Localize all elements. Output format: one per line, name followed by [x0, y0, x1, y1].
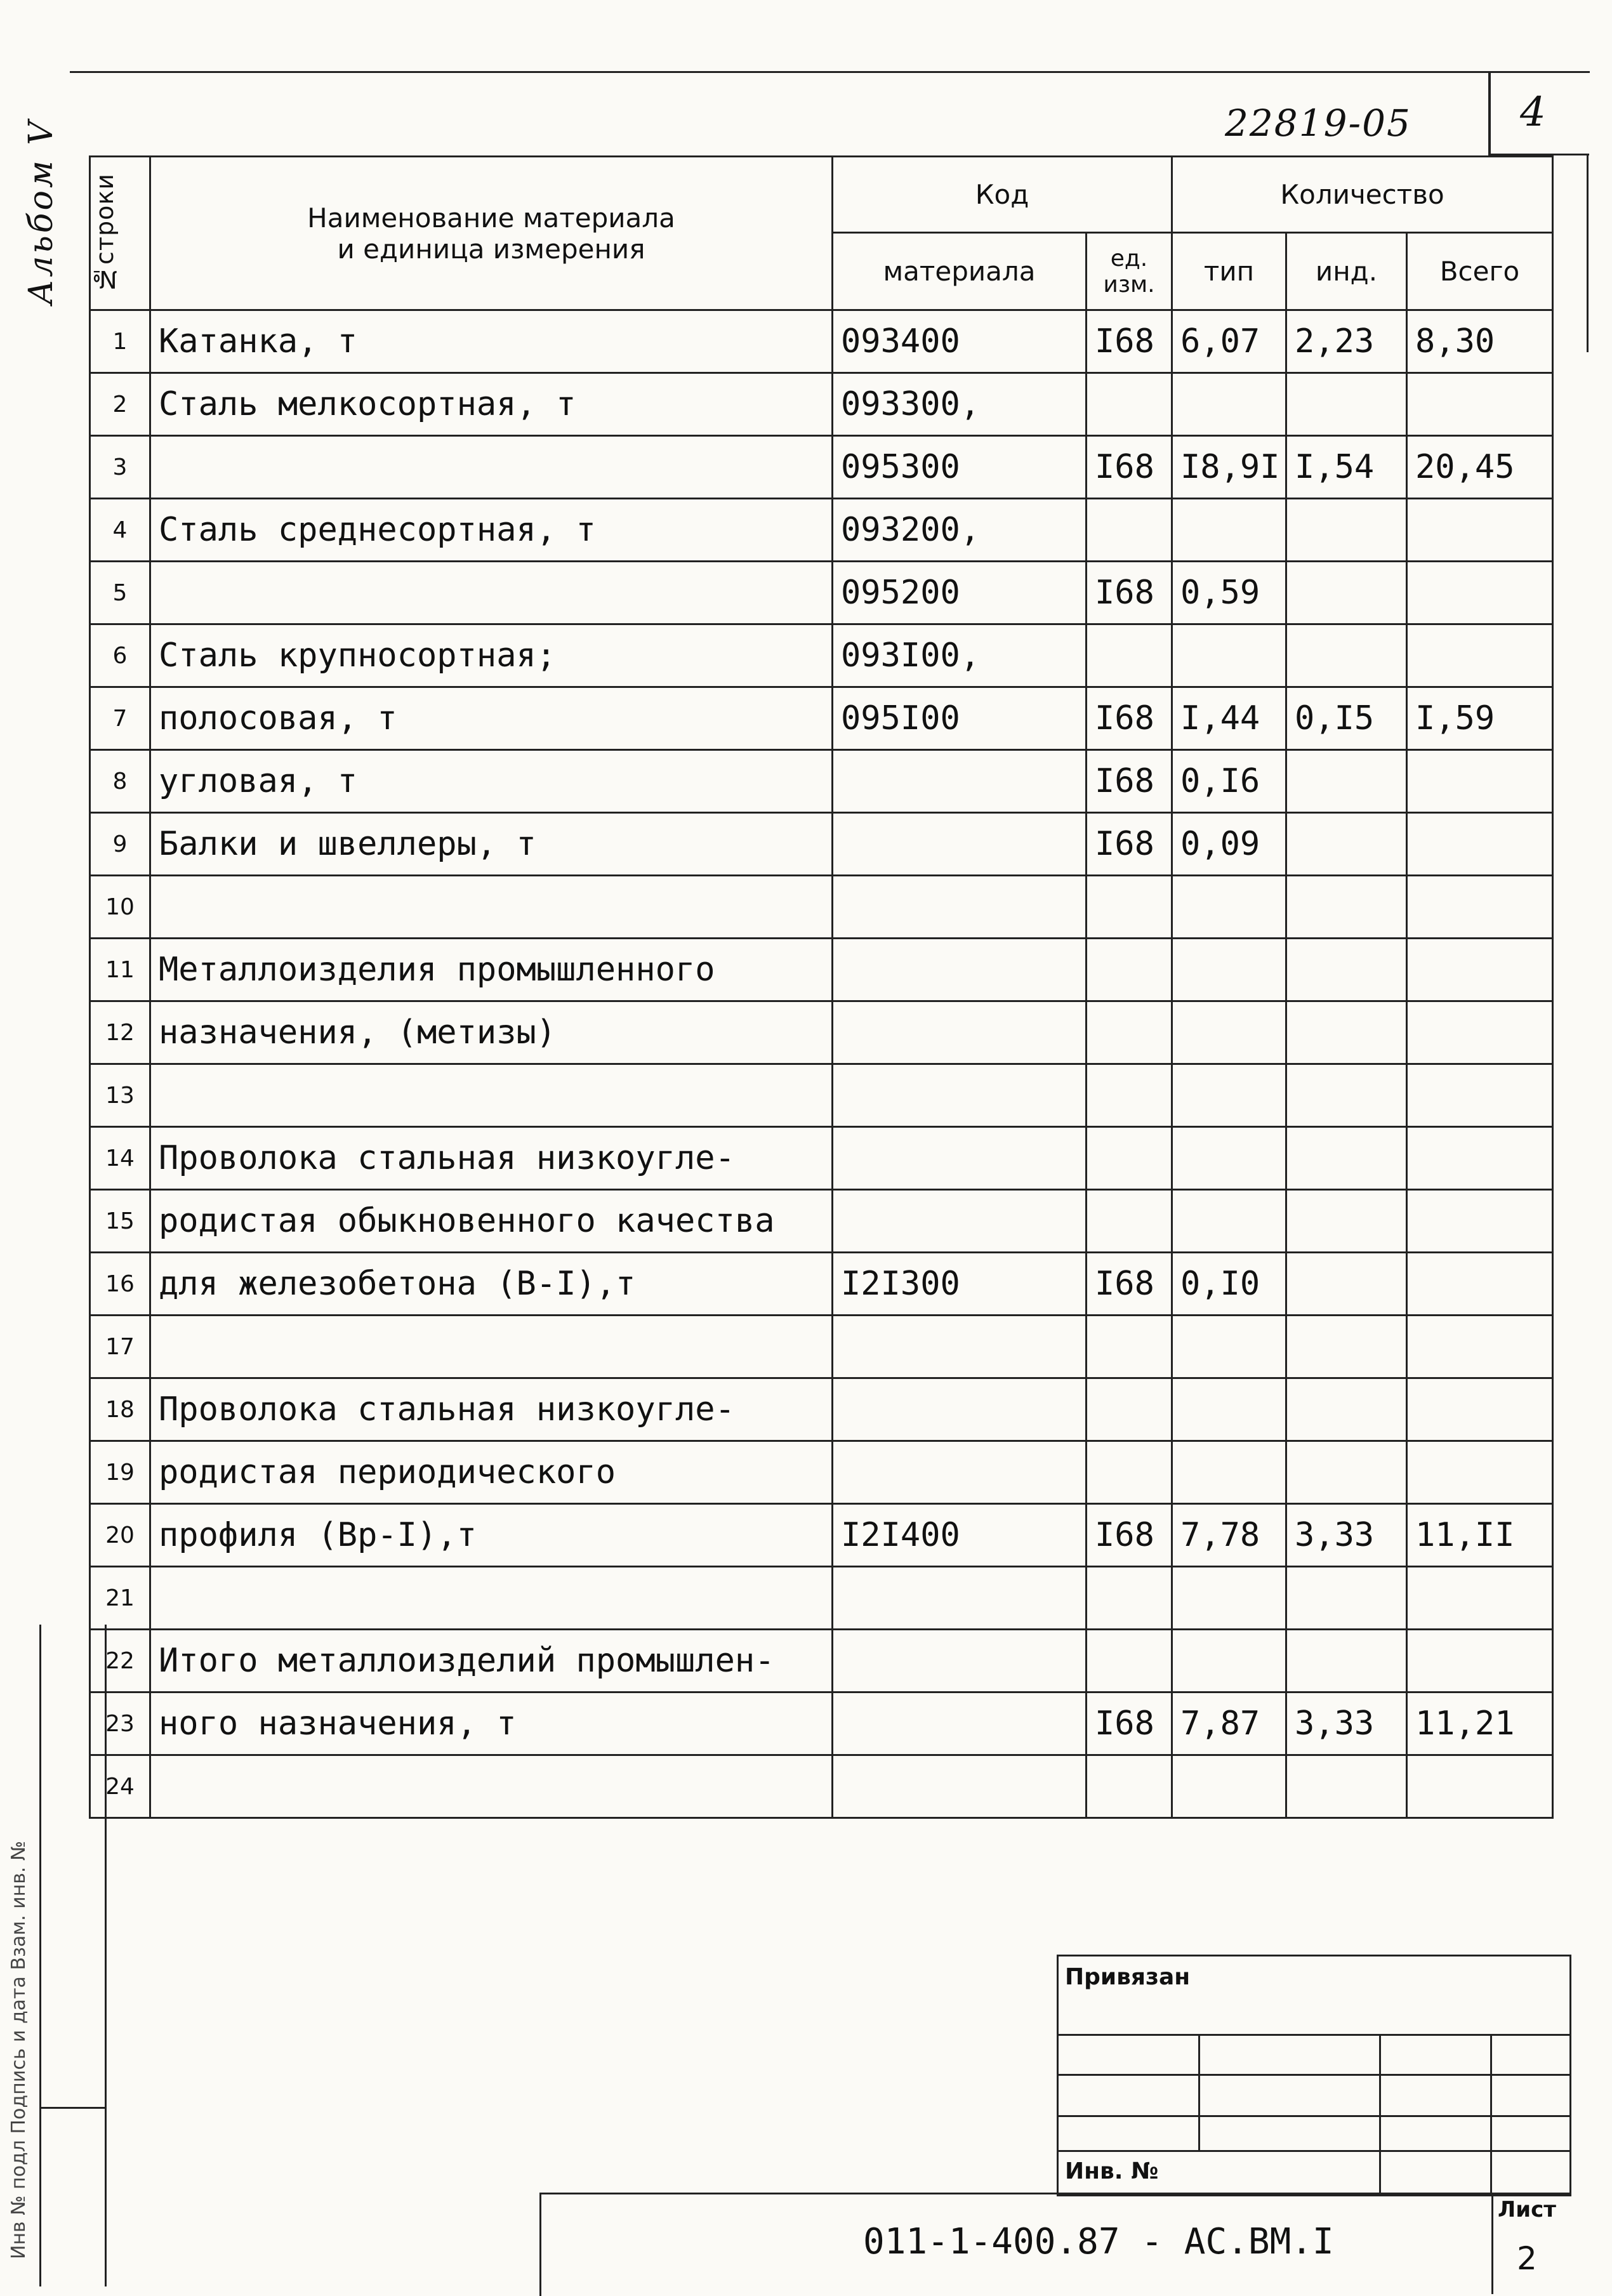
material-name — [150, 436, 833, 499]
table-row — [90, 1064, 1553, 1127]
binding-stamp — [1057, 1955, 1571, 2196]
table-row — [90, 1441, 1553, 1504]
qty-total — [1407, 939, 1553, 1001]
material-code — [833, 1692, 1087, 1755]
materials-table — [89, 155, 1554, 1819]
qty-total — [1407, 1064, 1553, 1127]
qty-type — [1172, 624, 1286, 687]
qty-type — [1172, 373, 1286, 436]
unit-code — [1087, 1064, 1172, 1127]
unit-code — [1087, 1316, 1172, 1378]
row-number: 16 — [90, 1253, 150, 1316]
table-row — [90, 1755, 1553, 1818]
header-rownum: №строки — [90, 157, 150, 310]
unit-code: I68 — [1087, 750, 1172, 813]
qty-type: I8,9I — [1172, 436, 1286, 499]
left-binding-label: Инв № подл Подпись и дата Взам. инв. № — [8, 1840, 30, 2259]
unit-code — [1087, 1378, 1172, 1441]
inventory-label: Инв. № — [1065, 2158, 1159, 2184]
qty-type: 7,87 — [1172, 1692, 1286, 1755]
row-number: 6 — [90, 624, 150, 687]
qty-ind — [1286, 939, 1407, 1001]
unit-code: I68 — [1087, 1504, 1172, 1567]
row-number: 7 — [90, 687, 150, 750]
material-name: профиля (Вр-I),т — [150, 1504, 833, 1567]
qty-type — [1172, 876, 1286, 939]
material-name: родистая периодического — [150, 1441, 833, 1504]
qty-type — [1172, 1316, 1286, 1378]
unit-code — [1087, 1001, 1172, 1064]
material-name: Катанка, т — [150, 310, 833, 373]
table-row — [90, 373, 1553, 436]
table-row — [90, 1567, 1553, 1630]
table-row — [90, 1001, 1553, 1064]
qty-type — [1172, 1441, 1286, 1504]
row-number: 24 — [90, 1755, 150, 1818]
row-number: 14 — [90, 1127, 150, 1190]
material-code: 093300, — [833, 373, 1087, 436]
qty-ind: 3,33 — [1286, 1504, 1407, 1567]
row-number: 18 — [90, 1378, 150, 1441]
table-row — [90, 624, 1553, 687]
qty-type — [1172, 1064, 1286, 1127]
material-code: 093I00, — [833, 624, 1087, 687]
qty-total: 8,30 — [1407, 310, 1553, 373]
material-name: Сталь мелкосортная, т — [150, 373, 833, 436]
unit-code — [1087, 1441, 1172, 1504]
table-row — [90, 1316, 1553, 1378]
header-code-unit: ед. изм. — [1087, 233, 1172, 310]
qty-total — [1407, 1253, 1553, 1316]
qty-type — [1172, 1567, 1286, 1630]
qty-total — [1407, 1567, 1553, 1630]
sheet-number: 4 — [1520, 89, 1546, 136]
header-qty-total: Всего — [1407, 233, 1553, 310]
qty-type — [1172, 499, 1286, 562]
table-row — [90, 1504, 1553, 1567]
material-name — [150, 562, 833, 624]
qty-total — [1407, 1001, 1553, 1064]
qty-type — [1172, 939, 1286, 1001]
qty-type — [1172, 1127, 1286, 1190]
header-code-material: материала — [833, 233, 1087, 310]
bound-label: Привязан — [1065, 1964, 1191, 1990]
qty-total — [1407, 373, 1553, 436]
left-binding-frame — [39, 1625, 107, 2286]
qty-total — [1407, 499, 1553, 562]
qty-type — [1172, 1378, 1286, 1441]
material-code — [833, 1316, 1087, 1378]
row-number: 19 — [90, 1441, 150, 1504]
material-name — [150, 1316, 833, 1378]
table-row — [90, 876, 1553, 939]
material-name: Сталь крупносортная; — [150, 624, 833, 687]
row-number: 15 — [90, 1190, 150, 1253]
qty-ind — [1286, 1001, 1407, 1064]
material-name: для железобетона (В-I),т — [150, 1253, 833, 1316]
material-code — [833, 939, 1087, 1001]
qty-ind — [1286, 1755, 1407, 1818]
qty-type — [1172, 1755, 1286, 1818]
material-code — [833, 1630, 1087, 1692]
qty-ind — [1286, 1567, 1407, 1630]
unit-code: I68 — [1087, 562, 1172, 624]
qty-type — [1172, 1190, 1286, 1253]
qty-total: 20,45 — [1407, 436, 1553, 499]
qty-ind — [1286, 1064, 1407, 1127]
material-code — [833, 1190, 1087, 1253]
row-number: 11 — [90, 939, 150, 1001]
qty-total — [1407, 1630, 1553, 1692]
material-code — [833, 750, 1087, 813]
material-name: Балки и швеллеры, т — [150, 813, 833, 876]
table-row — [90, 562, 1553, 624]
qty-type — [1172, 1630, 1286, 1692]
row-number: 5 — [90, 562, 150, 624]
qty-total — [1407, 562, 1553, 624]
row-number: 9 — [90, 813, 150, 876]
unit-code: I68 — [1087, 813, 1172, 876]
qty-ind — [1286, 1441, 1407, 1504]
row-number: 21 — [90, 1567, 150, 1630]
header-quantity: Количество — [1172, 157, 1553, 233]
unit-code: I68 — [1087, 436, 1172, 499]
material-name: Сталь среднесортная, т — [150, 499, 833, 562]
material-name: Итого металлоизделий промышлен- — [150, 1630, 833, 1692]
unit-code — [1087, 624, 1172, 687]
qty-type — [1172, 1001, 1286, 1064]
table-row — [90, 1127, 1553, 1190]
qty-total — [1407, 624, 1553, 687]
qty-type: 0,59 — [1172, 562, 1286, 624]
top-frame-line — [70, 71, 1590, 73]
material-code — [833, 1064, 1087, 1127]
material-code: 093200, — [833, 499, 1087, 562]
material-name — [150, 1064, 833, 1127]
row-number: 12 — [90, 1001, 150, 1064]
qty-total — [1407, 1755, 1553, 1818]
unit-code: I68 — [1087, 310, 1172, 373]
qty-total: 11,21 — [1407, 1692, 1553, 1755]
qty-ind — [1286, 1378, 1407, 1441]
row-number: 4 — [90, 499, 150, 562]
qty-ind — [1286, 1253, 1407, 1316]
material-name: полосовая, т — [150, 687, 833, 750]
material-code — [833, 876, 1087, 939]
row-number: 20 — [90, 1504, 150, 1567]
table-row — [90, 1190, 1553, 1253]
table-row — [90, 436, 1553, 499]
qty-ind: 3,33 — [1286, 1692, 1407, 1755]
material-code — [833, 813, 1087, 876]
table-row — [90, 750, 1553, 813]
header-qty-type: тип — [1172, 233, 1286, 310]
material-code — [833, 1567, 1087, 1630]
header-name: Наименование материала и единица измерения — [150, 157, 833, 310]
material-name: ного назначения, т — [150, 1692, 833, 1755]
material-code — [833, 1001, 1087, 1064]
material-code — [833, 1127, 1087, 1190]
material-name — [150, 876, 833, 939]
qty-type: 7,78 — [1172, 1504, 1286, 1567]
material-name: угловая, т — [150, 750, 833, 813]
unit-code — [1087, 939, 1172, 1001]
row-number: 10 — [90, 876, 150, 939]
table-row — [90, 1692, 1553, 1755]
sheet-value: 2 — [1517, 2240, 1537, 2277]
document-number: 22819-05 — [1225, 102, 1411, 145]
qty-ind — [1286, 750, 1407, 813]
qty-ind — [1286, 1316, 1407, 1378]
unit-code — [1087, 1127, 1172, 1190]
material-code — [833, 1441, 1087, 1504]
table-row — [90, 1253, 1553, 1316]
material-code: I2I300 — [833, 1253, 1087, 1316]
qty-ind — [1286, 562, 1407, 624]
qty-total: I,59 — [1407, 687, 1553, 750]
material-code: 095300 — [833, 436, 1087, 499]
row-number: 1 — [90, 310, 150, 373]
qty-type: I,44 — [1172, 687, 1286, 750]
unit-code: I68 — [1087, 1692, 1172, 1755]
qty-type: 0,09 — [1172, 813, 1286, 876]
table-row — [90, 1630, 1553, 1692]
unit-code — [1087, 1190, 1172, 1253]
material-code: 095200 — [833, 562, 1087, 624]
unit-code — [1087, 1630, 1172, 1692]
table-row — [90, 687, 1553, 750]
qty-ind — [1286, 1630, 1407, 1692]
material-name: назначения, (метизы) — [150, 1001, 833, 1064]
qty-total — [1407, 1127, 1553, 1190]
qty-type: 0,I6 — [1172, 750, 1286, 813]
unit-code: I68 — [1087, 687, 1172, 750]
qty-ind: 0,I5 — [1286, 687, 1407, 750]
header-code: Код — [833, 157, 1172, 233]
qty-type: 6,07 — [1172, 310, 1286, 373]
qty-ind — [1286, 624, 1407, 687]
qty-total — [1407, 1316, 1553, 1378]
material-code — [833, 1378, 1087, 1441]
header-qty-ind: инд. — [1286, 233, 1407, 310]
material-name: родистая обыкновенного качества — [150, 1190, 833, 1253]
unit-code — [1087, 499, 1172, 562]
table-row — [90, 499, 1553, 562]
qty-ind — [1286, 499, 1407, 562]
material-name: Проволока стальная низкоугле- — [150, 1127, 833, 1190]
qty-ind — [1286, 876, 1407, 939]
row-number: 23 — [90, 1692, 150, 1755]
qty-ind: I,54 — [1286, 436, 1407, 499]
right-frame-line — [1587, 155, 1589, 352]
table-row — [90, 939, 1553, 1001]
qty-total — [1407, 1378, 1553, 1441]
qty-total — [1407, 1441, 1553, 1504]
unit-code — [1087, 1755, 1172, 1818]
table-row — [90, 310, 1553, 373]
qty-total — [1407, 876, 1553, 939]
row-number: 22 — [90, 1630, 150, 1692]
unit-code — [1087, 1567, 1172, 1630]
qty-total — [1407, 813, 1553, 876]
material-code: I2I400 — [833, 1504, 1087, 1567]
document-designation: 011-1-400.87 - АС.ВМ.I — [863, 2221, 1334, 2262]
material-code — [833, 1755, 1087, 1818]
qty-ind — [1286, 1190, 1407, 1253]
material-name: Металлоизделия промышленного — [150, 939, 833, 1001]
qty-ind — [1286, 373, 1407, 436]
qty-ind: 2,23 — [1286, 310, 1407, 373]
row-number: 3 — [90, 436, 150, 499]
qty-total — [1407, 1190, 1553, 1253]
row-number: 13 — [90, 1064, 150, 1127]
material-code: 093400 — [833, 310, 1087, 373]
material-name: Проволока стальная низкоугле- — [150, 1378, 833, 1441]
material-name — [150, 1567, 833, 1630]
unit-code — [1087, 876, 1172, 939]
row-number: 8 — [90, 750, 150, 813]
sheet-label: Лист — [1498, 2197, 1556, 2222]
material-name — [150, 1755, 833, 1818]
album-label: Альбом V — [22, 118, 60, 305]
unit-code — [1087, 373, 1172, 436]
row-number: 2 — [90, 373, 150, 436]
qty-type: 0,I0 — [1172, 1253, 1286, 1316]
row-number: 17 — [90, 1316, 150, 1378]
qty-ind — [1286, 813, 1407, 876]
qty-ind — [1286, 1127, 1407, 1190]
material-code: 095I00 — [833, 687, 1087, 750]
qty-total — [1407, 750, 1553, 813]
table-row — [90, 813, 1553, 876]
unit-code: I68 — [1087, 1253, 1172, 1316]
table-row — [90, 1378, 1553, 1441]
qty-total: 11,II — [1407, 1504, 1553, 1567]
